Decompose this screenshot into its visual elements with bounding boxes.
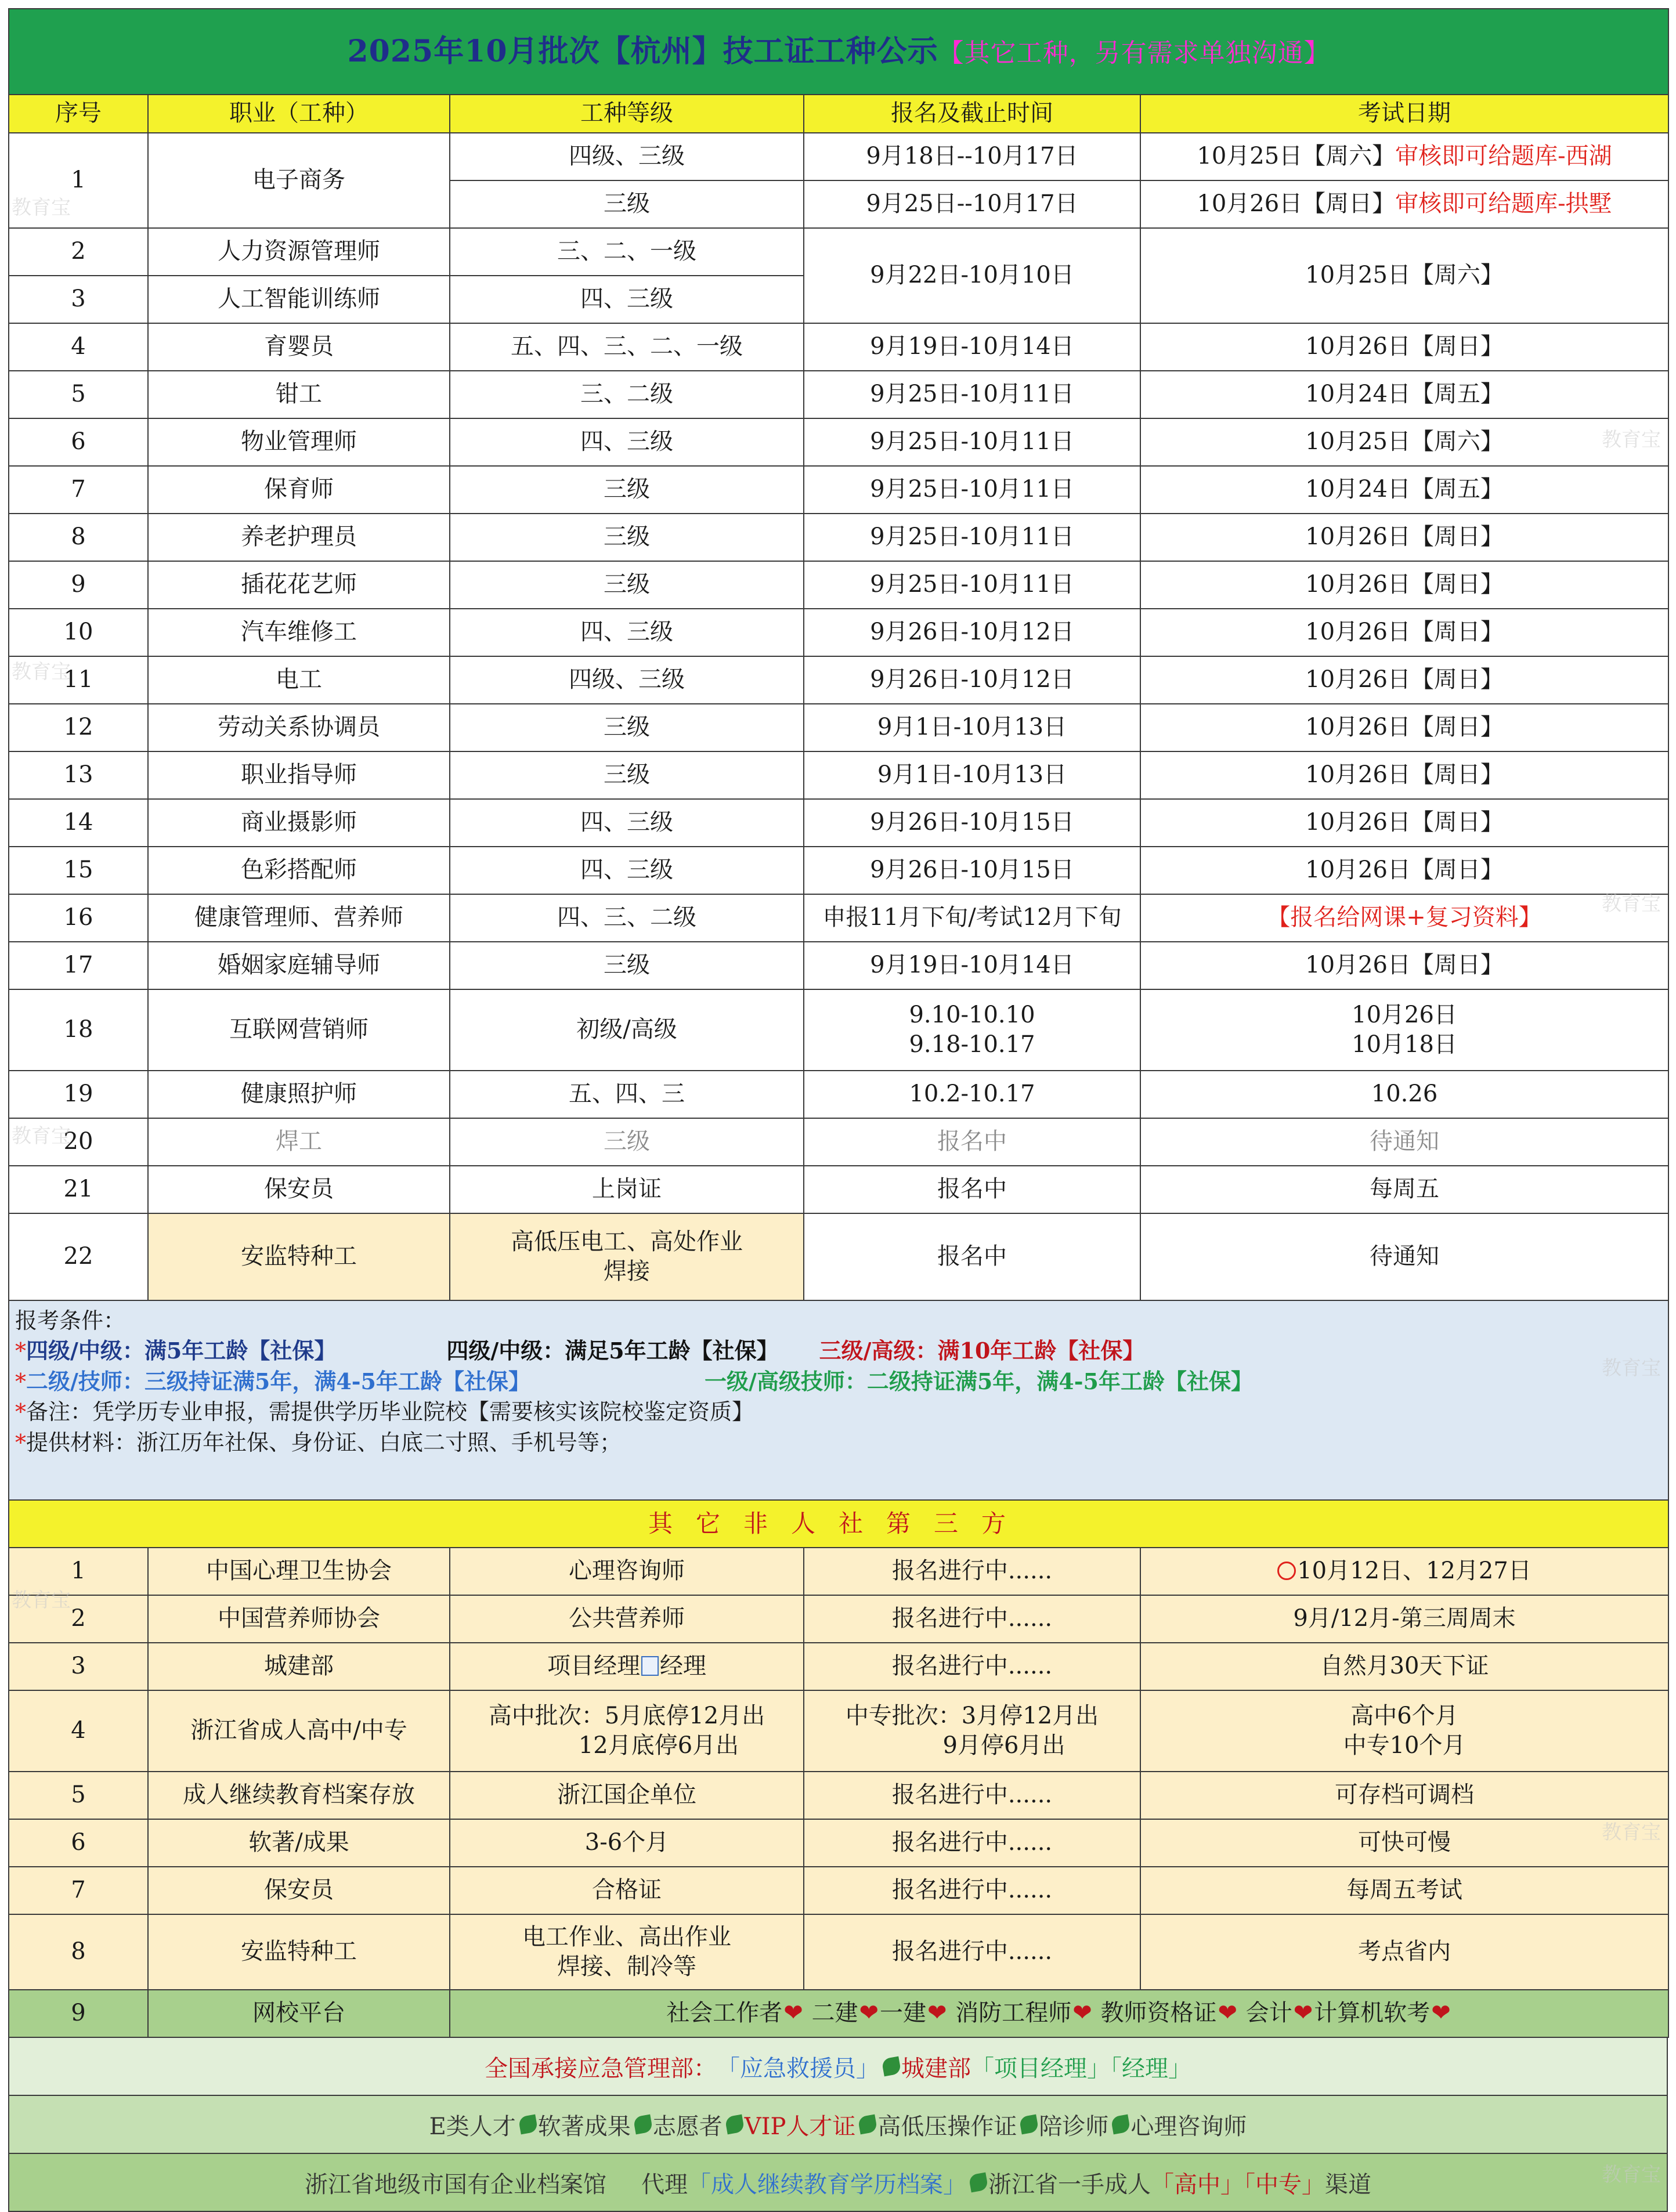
row-exam: 10月26日【周日】 [1140,847,1668,894]
row-exam [1140,180,1668,228]
row-exam: 待通知 [1140,1213,1668,1300]
band3-a: 浙江省地级市国有企业档案馆 [305,2171,606,2198]
alarm-clock-icon [1277,1562,1296,1580]
row-no: 22 [9,1213,148,1300]
row-exam: 10月24日【周五】 [1140,371,1668,418]
heart-icon: ❤ [783,2000,803,2027]
leaf-icon [633,2115,653,2135]
row-org: 浙江省成人高中/中专 [148,1690,450,1772]
col-header-exam: 考试日期 [1140,95,1668,133]
status-line: 中专批次：3月停12月出 [845,1702,1099,1729]
row-no: 2 [9,228,148,276]
level-line: 焊接 [604,1258,650,1285]
band3-e: 「高中」「中专」 [1151,2171,1325,2198]
row-info: 每周五考试 [1140,1867,1668,1914]
row-level: 初级/高级 [450,989,804,1071]
emergency-band [8,2038,1668,2096]
row-no: 2 [9,1595,148,1643]
item-line: 电工作业、高出作业 [522,1923,731,1950]
row-org: 成人继续教育档案存放 [148,1772,450,1819]
platform-item: 教师资格证 [1100,2000,1217,2027]
watermark: 教育宝 [1602,428,1661,451]
row-exam: 10月25日【周六】 [1140,228,1668,323]
watermark: 教育宝 [1602,1357,1661,1380]
row-no: 8 [9,514,148,561]
page-title [9,9,1668,95]
item-line: 焊接、制冷等 [557,1953,696,1980]
table-row [9,656,1668,704]
row-no: 4 [9,323,148,371]
row-exam: 【报名给网课+复习资料】 [1140,894,1668,942]
cond-l4: 提供材料：浙江历年社保、身份证、白底二寸照、手机号等； [26,1429,622,1455]
row-exam: 10月26日【周日】 [1140,561,1668,609]
band2-a: E类人才 [429,2113,516,2140]
table-row [9,847,1668,894]
row-level: 四级、三级 [450,133,804,180]
row-exam: 10月26日【周日】 [1140,704,1668,751]
row-platform-items [450,1990,1668,2037]
exam-line: 10月18日 [1352,1031,1457,1058]
row-job: 婚姻家庭辅导师 [148,942,450,989]
band2-f: 陪诊师 [1039,2113,1109,2140]
item-line: 高中批次：5月底停12月出 [488,1702,765,1729]
table-row [9,1914,1668,1990]
row-level: 三级 [450,514,804,561]
row-status: 报名进行中...... [804,1914,1140,1990]
item-a: 项目经理 [547,1653,640,1680]
item-line: 12月底停6月出 [578,1732,739,1759]
platform-item: 一建 [880,2000,927,2027]
row-item [450,1643,804,1690]
band2-b: 软著成果 [537,2113,631,2140]
row-no: 3 [9,276,148,323]
table-row [9,1118,1668,1166]
row-no: 7 [9,1867,148,1914]
heart-icon: ❤ [1218,2000,1238,2027]
leaf-icon [518,2115,538,2135]
row-no: 16 [9,894,148,942]
row-no: 18 [9,989,148,1071]
table-row [9,989,1668,1071]
row-job: 互联网营销师 [148,989,450,1071]
memo-icon [641,1656,659,1676]
table-row [9,1643,1668,1690]
table-row [9,751,1668,799]
watermark: 教育宝 [1602,2163,1661,2186]
row-status: 报名进行中...... [804,1772,1140,1819]
leaf-icon [1111,2115,1131,2135]
row-no: 9 [9,1990,148,2037]
heart-icon: ❤ [1431,2000,1451,2027]
row-item: 3-6个月 [450,1819,804,1867]
row-job: 劳动关系协调员 [148,704,450,751]
info-line: 高中6个月 [1350,1702,1458,1729]
row-signup: 9月25日-10月11日 [804,561,1140,609]
platform-item: 消防工程师 [955,2000,1072,2027]
row-level: 三级 [450,704,804,751]
table-row [9,133,1668,180]
row-signup: 申报11月下旬/考试12月下旬 [804,894,1140,942]
signup-line: 9.10-10.10 [909,1001,1035,1028]
row-no: 8 [9,1914,148,1990]
row-no: 12 [9,704,148,751]
row-job: 人工智能训练师 [148,276,450,323]
exam-date: 10月26日【周日】 [1197,190,1396,218]
row-job: 育婴员 [148,323,450,371]
band2-e: 高低压操作证 [877,2113,1017,2140]
row-signup: 9月18日--10月17日 [804,133,1140,180]
section2-header-row [9,1500,1668,1548]
exam-note: 审核即可给题库-西湖 [1395,143,1612,170]
conditions-heading: 报考条件： [15,1308,126,1333]
row-level: 三级 [450,751,804,799]
row-level: 四、三级 [450,609,804,656]
leaf-icon [969,2173,989,2193]
band2-c: 志愿者 [652,2113,723,2140]
status-line: 9月停6月出 [942,1732,1065,1759]
table-row [9,418,1668,466]
table-row [9,609,1668,656]
row-no: 20 [9,1118,148,1166]
band2-g: 心理咨询师 [1130,2113,1247,2140]
row-status: 报名进行中...... [804,1819,1140,1867]
platform-item: 计算机软考 [1314,2000,1431,2027]
band2-d: VIP人才证 [744,2113,856,2140]
row-no: 11 [9,656,148,704]
cond-l3: 备注：凭学历专业申报，需提供学历毕业院校【需要核实该院校鉴定资质】 [26,1399,754,1425]
table-row [9,942,1668,989]
row-signup: 9月25日-10月11日 [804,371,1140,418]
row-no: 1 [9,133,148,228]
row-no: 7 [9,466,148,514]
row-job: 插花花艺师 [148,561,450,609]
title-sub: 【其它工种，另有需求单独沟通】 [938,38,1330,68]
row-no: 3 [9,1643,148,1690]
cond-l1b: 四级/中级：满足5年工龄【社保】 [446,1338,779,1364]
watermark: 教育宝 [12,1125,71,1148]
row-no: 5 [9,1772,148,1819]
table-row [9,799,1668,847]
row-org: 网校平台 [148,1990,450,2037]
table-row [9,228,1668,276]
row-job: 安监特种工 [148,1213,450,1300]
row-item: 心理咨询师 [450,1548,804,1595]
row-level: 五、四、三 [450,1071,804,1118]
row-exam: 10月26日【周日】 [1140,751,1668,799]
band1-c: 城建部 [901,2055,971,2082]
col-header-no: 序号 [9,95,148,133]
item-b: 经理 [660,1653,706,1680]
row-info [1140,1690,1668,1772]
row-level: 三级 [450,466,804,514]
row-exam: 10月26日【周日】 [1140,656,1668,704]
row-item: 合格证 [450,1867,804,1914]
leaf-icon [724,2115,745,2135]
row-level: 三、二级 [450,371,804,418]
row-exam [1140,133,1668,180]
platform-item: 会计 [1245,2000,1292,2027]
row-signup: 报名中 [804,1166,1140,1213]
row-job: 焊工 [148,1118,450,1166]
band1-d: 「项目经理」「经理」 [971,2055,1191,2082]
row-org: 软著/成果 [148,1819,450,1867]
row-no: 4 [9,1690,148,1772]
row-signup: 9月19日-10月14日 [804,942,1140,989]
row-status: 报名进行中...... [804,1595,1140,1643]
row-level: 四级、三级 [450,656,804,704]
band3-d: 浙江省一手成人 [988,2171,1151,2198]
row-org: 中国心理卫生协会 [148,1548,450,1595]
conditions-row [9,1300,1668,1500]
row-info [1140,1548,1668,1595]
heart-icon: ❤ [1293,2000,1313,2027]
cond-l2b: 一级/高级技师：二级持证满5年，满4-5年工龄【社保】 [704,1368,1253,1394]
row-no: 5 [9,371,148,418]
row-exam: 10月26日【周日】 [1140,609,1668,656]
table-row [9,1595,1668,1643]
row-no: 6 [9,418,148,466]
band3-f: 渠道 [1325,2171,1371,2198]
watermark: 教育宝 [12,196,71,219]
row-exam: 10月26日【周日】 [1140,323,1668,371]
row-no: 19 [9,1071,148,1118]
archive-band [8,2154,1668,2212]
row-item [450,1914,804,1990]
band3-c: 「成人继续教育学历档案」 [688,2171,966,2198]
row-exam: 10月26日【周日】 [1140,514,1668,561]
watermark: 教育宝 [12,660,71,684]
row-signup: 报名中 [804,1213,1140,1300]
row-status [804,1690,1140,1772]
table-row [9,323,1668,371]
band1-a: 全国承接应急管理部： [485,2055,717,2082]
info-text: 10月12日、12月27日 [1297,1557,1531,1585]
table-row [9,1690,1668,1772]
leaf-icon [858,2115,878,2135]
conditions-box [9,1300,1668,1500]
row-exam: 10月24日【周五】 [1140,466,1668,514]
row-signup: 10.2-10.17 [804,1071,1140,1118]
row-org: 中国营养师协会 [148,1595,450,1643]
row-org: 城建部 [148,1643,450,1690]
title-main: 2025年10月批次【杭州】技工证工种公示 [347,33,938,69]
row-signup [804,989,1140,1071]
exam-line: 10月26日 [1352,1001,1457,1028]
row-level: 三级 [450,561,804,609]
row-item: 公共营养师 [450,1595,804,1643]
row-level: 上岗证 [450,1166,804,1213]
row-job: 人力资源管理师 [148,228,450,276]
row-signup: 9月25日-10月11日 [804,514,1140,561]
row-no: 17 [9,942,148,989]
heart-icon: ❤ [927,2000,947,2027]
row-level: 四、三、二级 [450,894,804,942]
row-exam: 10月25日【周六】 [1140,418,1668,466]
row-status: 报名进行中...... [804,1643,1140,1690]
conditions-line-3 [15,1397,1662,1427]
watermark: 教育宝 [12,1589,71,1612]
conditions-line-1 [15,1336,1662,1366]
cond-l2a: 二级/技师：三级持证满5年，满4-5年工龄【社保】 [26,1368,530,1394]
row-exam [1140,989,1668,1071]
watermark: 教育宝 [1602,1821,1661,1844]
talent-band [8,2096,1668,2154]
row-no: 9 [9,561,148,609]
row-level: 四、三级 [450,847,804,894]
row-level: 三级 [450,942,804,989]
row-job: 物业管理师 [148,418,450,466]
row-level [450,1213,804,1300]
star-mark: * [15,1368,26,1394]
row-no: 14 [9,799,148,847]
row-signup: 9月22日-10月10日 [804,228,1140,323]
heart-icon: ❤ [1072,2000,1092,2027]
platform-item: 社会工作者 [666,2000,783,2027]
table-row [9,1772,1668,1819]
row-signup: 9月1日-10月13日 [804,751,1140,799]
row-no: 15 [9,847,148,894]
row-job: 保育师 [148,466,450,514]
row-level: 三级 [450,1118,804,1166]
row-job: 电子商务 [148,133,450,228]
col-header-signup: 报名及截止时间 [804,95,1140,133]
table-row [9,1548,1668,1595]
table-row [9,704,1668,751]
row-status: 报名进行中...... [804,1548,1140,1595]
row-job: 养老护理员 [148,514,450,561]
row-status: 报名进行中...... [804,1867,1140,1914]
row-exam: 10月26日【周日】 [1140,799,1668,847]
band1-b: 「应急救援员」 [717,2055,879,2082]
title-row [9,9,1668,95]
row-level: 四、三级 [450,276,804,323]
table-row [9,371,1668,418]
row-info: 可存档可调档 [1140,1772,1668,1819]
band3-b: 代理 [641,2171,688,2198]
table-row [9,1213,1668,1300]
row-signup: 报名中 [804,1118,1140,1166]
row-signup: 9月1日-10月13日 [804,704,1140,751]
level-line: 高低压电工、高处作业 [511,1228,743,1255]
row-job: 健康管理师、营养师 [148,894,450,942]
row-no: 10 [9,609,148,656]
exam-note: 审核即可给题库-拱墅 [1395,190,1612,218]
row-exam: 每周五 [1140,1166,1668,1213]
row-level: 四、三级 [450,799,804,847]
row-no: 13 [9,751,148,799]
table-row [9,1867,1668,1914]
row-job: 商业摄影师 [148,799,450,847]
row-job: 钳工 [148,371,450,418]
row-exam: 10.26 [1140,1071,1668,1118]
row-job: 汽车维修工 [148,609,450,656]
row-level: 四、三级 [450,418,804,466]
heart-icon: ❤ [859,2000,879,2027]
row-job: 电工 [148,656,450,704]
row-signup: 9月25日-10月11日 [804,418,1140,466]
row-info: 可快可慢 [1140,1819,1668,1867]
watermark: 教育宝 [1602,892,1661,916]
star-mark: * [15,1338,26,1364]
row-job: 色彩搭配师 [148,847,450,894]
row-job: 健康照护师 [148,1071,450,1118]
table-row [9,1819,1668,1867]
row-job: 保安员 [148,1166,450,1213]
table-row [9,1071,1668,1118]
col-header-job: 职业（工种） [148,95,450,133]
row-info: 9月/12月-第三周周末 [1140,1595,1668,1643]
row-signup: 9月26日-10月15日 [804,847,1140,894]
leaf-icon [882,2056,902,2077]
col-header-level: 工种等级 [450,95,804,133]
row-no: 1 [9,1548,148,1595]
row-signup: 9月26日-10月12日 [804,609,1140,656]
row-level: 五、四、三、二、一级 [450,323,804,371]
star-mark: * [15,1429,26,1455]
row-no: 21 [9,1166,148,1213]
row-level: 三级 [450,180,804,228]
main-table [8,8,1669,2038]
signup-line: 9.18-10.17 [909,1031,1035,1058]
info-line: 中专10个月 [1343,1732,1466,1759]
conditions-line-4 [15,1427,1662,1458]
row-info: 自然月30天下证 [1140,1643,1668,1690]
row-signup: 9月19日-10月14日 [804,323,1140,371]
exam-date: 10月25日【周六】 [1197,143,1396,170]
leaf-icon [1019,2115,1039,2135]
row-no: 6 [9,1819,148,1867]
row-job: 职业指导师 [148,751,450,799]
star-mark: * [15,1399,26,1425]
row-signup: 9月25日--10月17日 [804,180,1140,228]
cond-l1a: 四级/中级：满5年工龄【社保】 [26,1338,337,1364]
row-signup: 9月26日-10月15日 [804,799,1140,847]
platform-item: 二建 [811,2000,858,2027]
row-org: 安监特种工 [148,1914,450,1990]
row-level: 三、二、一级 [450,228,804,276]
table-row [9,514,1668,561]
row-org: 保安员 [148,1867,450,1914]
header-row [9,95,1668,133]
table-row [9,466,1668,514]
table-row [9,1166,1668,1213]
row-signup: 9月25日-10月11日 [804,466,1140,514]
section2-heading: 其它非人社第三方 [9,1500,1668,1548]
table-row [9,1990,1668,2037]
row-signup: 9月26日-10月12日 [804,656,1140,704]
row-exam: 10月26日【周日】 [1140,942,1668,989]
conditions-line-2 [15,1367,1662,1397]
row-info: 考点省内 [1140,1914,1668,1990]
row-item [450,1690,804,1772]
notice-sheet [8,8,1668,2212]
row-item: 浙江国企单位 [450,1772,804,1819]
cond-l1c: 三级/高级：满10年工龄【社保】 [819,1338,1145,1364]
table-row [9,561,1668,609]
table-row [9,894,1668,942]
row-exam: 待通知 [1140,1118,1668,1166]
